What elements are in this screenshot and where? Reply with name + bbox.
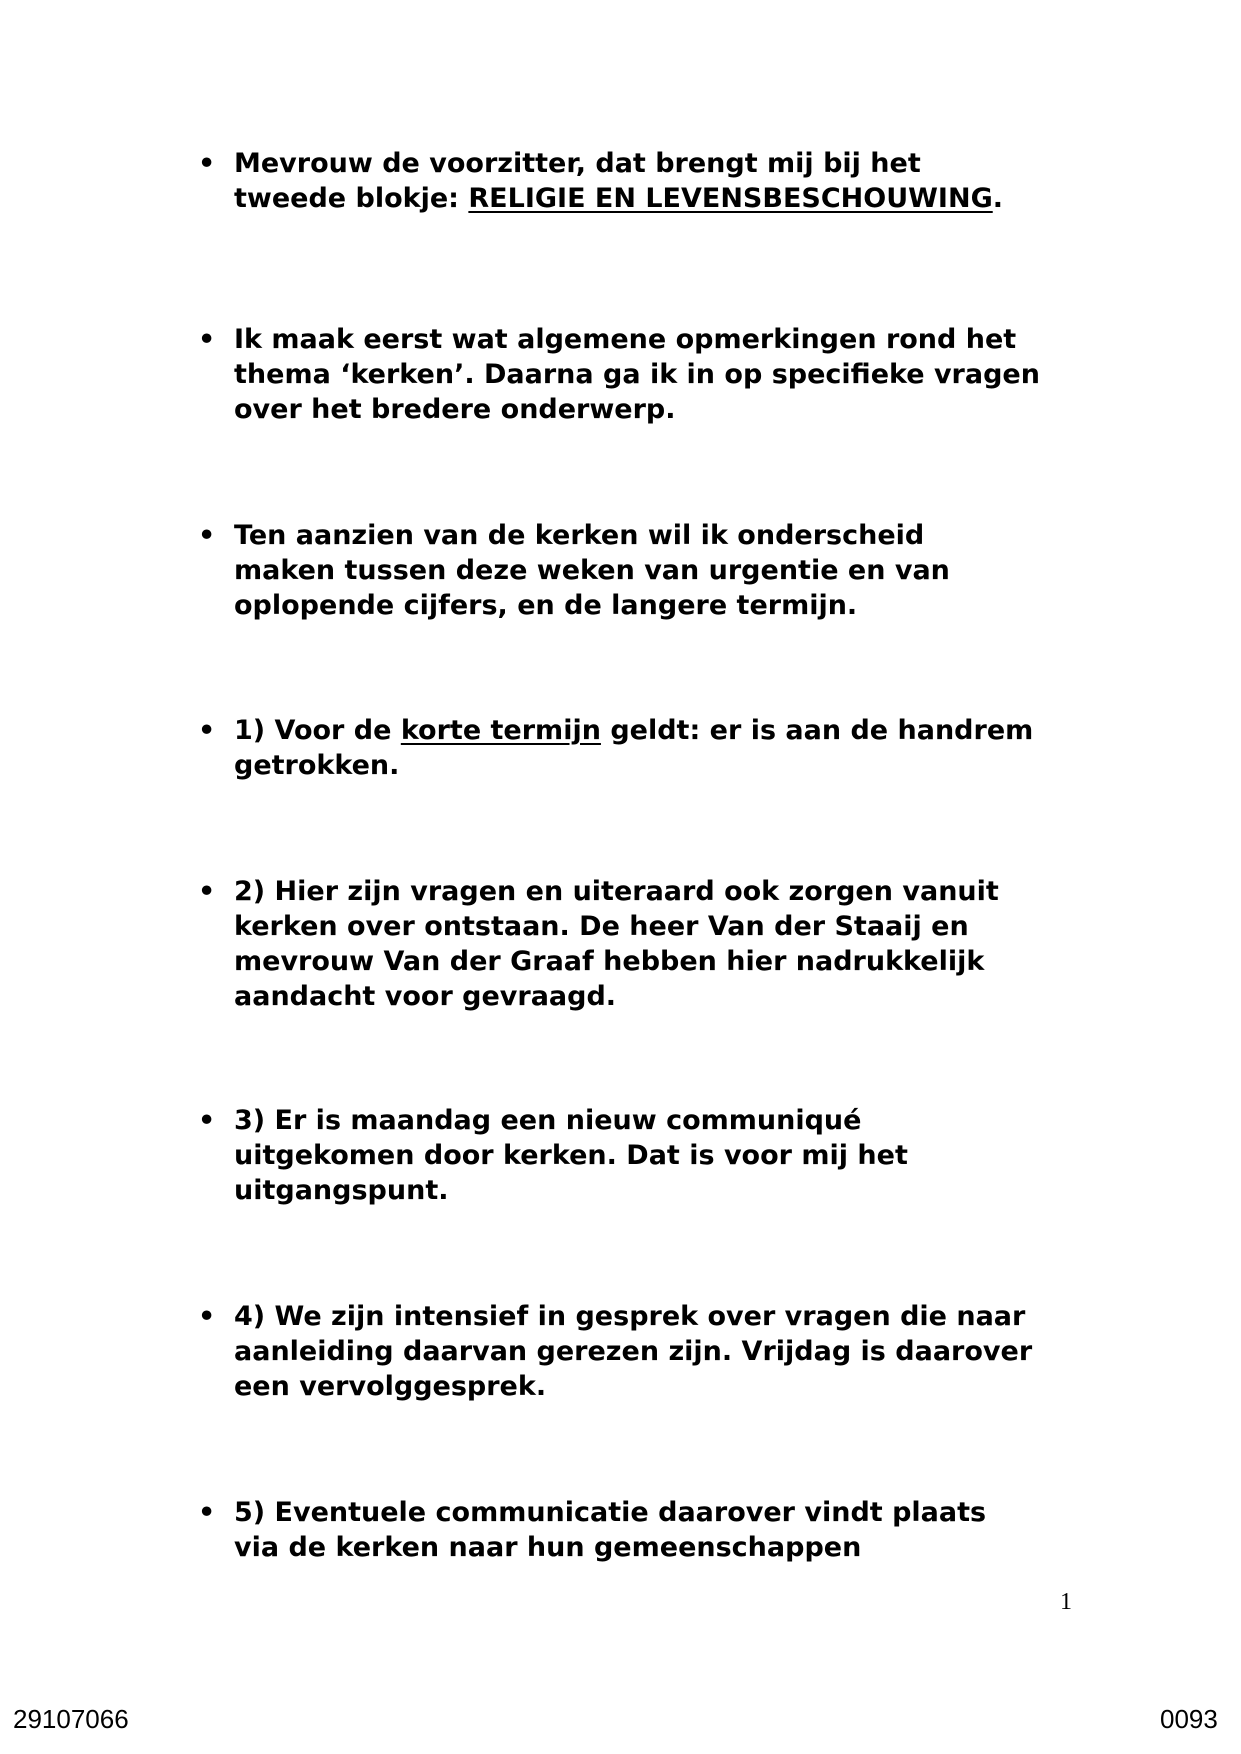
text-line: tweede blokje: RELIGIE EN LEVENSBESCHOUWING. [234,183,1003,214]
bullet-dot: • [198,324,216,355]
text-line: 2) Hier zijn vragen en uiteraard ook zorgen vanuit [234,876,999,907]
text-line: 4) We zijn intensief in gesprek over vragen die naar [234,1301,1026,1332]
text-line: oplopende cijfers, en de langere termijn. [234,590,858,621]
footer-document-id: 29107066 [13,1704,129,1734]
text-line: uitgekomen door kerken. Dat is voor mij het [234,1140,908,1171]
text-line: over het bredere onderwerp. [234,394,676,425]
bullet-dot: • [198,1497,216,1528]
text-line: via de kerken naar hun gemeenschappen [234,1532,862,1563]
bullet-dot: • [198,1301,216,1332]
bullet-text [234,518,1094,623]
bullet-text [234,874,1094,1014]
text-line: 1) Voor de korte termijn geldt: er is aan de handrem [234,715,1034,746]
bullet-text [234,322,1094,427]
bullet-text [234,1495,1094,1565]
text-line: Ten aanzien van de kerken wil ik onderscheid [234,520,925,551]
footer-page-code: 0093 [1160,1704,1218,1734]
text-line: mevrouw Van der Graaf hebben hier nadrukkelijk [234,946,985,977]
bullet-dot: • [198,715,216,746]
text-line: een vervolggesprek. [234,1371,547,1402]
text-line: 5) Eventuele communicatie daarover vindt plaats [234,1497,987,1528]
text-line: thema ‘kerken’. Daarna ga ik in op specifieke vragen [234,359,1040,390]
bullet-text [234,713,1094,783]
page-number: 1 [1060,1589,1072,1615]
text-line: aanleiding daarvan gerezen zijn. Vrijdag is daarover [234,1336,1033,1367]
bullet-dot: • [198,1105,216,1136]
bullet-text [234,1299,1094,1404]
text-line: aandacht voor gevraagd. [234,981,617,1012]
text-line: maken tussen deze weken van urgentie en van [234,555,950,586]
text-line: kerken over ontstaan. De heer Van der Staaij en [234,911,969,942]
bullet-dot: • [198,876,216,907]
text-line: Mevrouw de voorzitter, dat brengt mij bij het [234,148,921,179]
bullet-dot: • [198,148,216,179]
text-line: getrokken. [234,750,400,781]
bullet-dot: • [198,520,216,551]
underlined-heading: RELIGIE EN LEVENSBESCHOUWING [468,183,993,214]
text-line: 3) Er is maandag een nieuw communiqué [234,1105,862,1136]
bullet-text [234,146,1094,216]
bullet-text [234,1103,1094,1208]
text-line: uitgangspunt. [234,1175,449,1206]
underlined-phrase: korte termijn [400,715,601,746]
text-line: Ik maak eerst wat algemene opmerkingen rond het [234,324,1017,355]
